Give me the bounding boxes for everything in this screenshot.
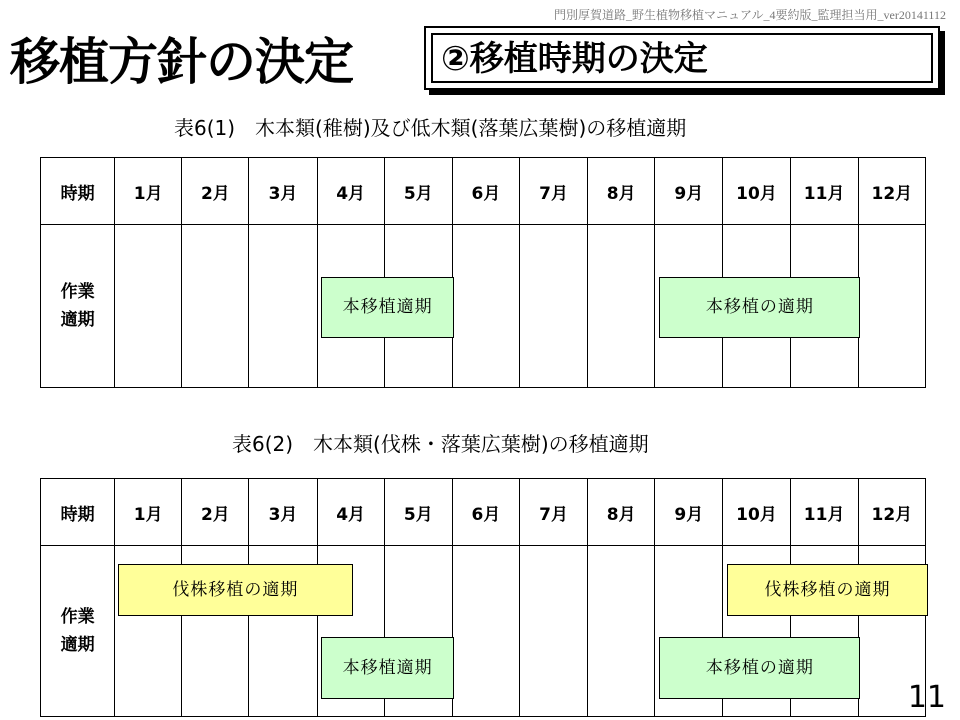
table2-row-label [41, 546, 115, 717]
table2-cell [452, 546, 519, 717]
table2-month: 2月 [182, 479, 249, 546]
table1-cell [858, 225, 925, 388]
table2-cell [588, 546, 655, 717]
table1-header-row [41, 158, 926, 225]
table2-month: 12月 [858, 479, 925, 546]
row-label-line2: 適期 [60, 635, 95, 655]
table1-cell [452, 225, 519, 388]
table1-cell [182, 225, 249, 388]
table2-month: 7月 [520, 479, 588, 546]
table1-month: 6月 [452, 158, 519, 225]
table2-header-row [41, 479, 926, 546]
table1-month: 4月 [317, 158, 384, 225]
table2-month: 9月 [655, 479, 723, 546]
table1 [40, 157, 926, 388]
table1-month: 2月 [182, 158, 249, 225]
table1-month: 3月 [249, 158, 317, 225]
table2-month: 8月 [588, 479, 655, 546]
table2-main-transplant-bar: 本移植の適期 [659, 637, 860, 699]
table2-stump-transplant-bar: 伐株移植の適期 [118, 564, 353, 616]
main-title: 移植方針の決定 [10, 33, 353, 91]
table1-month: 7月 [520, 158, 588, 225]
table2-month: 5月 [384, 479, 452, 546]
table2-month: 6月 [452, 479, 519, 546]
row-label-line2: 適期 [60, 310, 95, 330]
table1-month: 12月 [858, 158, 925, 225]
row-label-line1: 作業 [60, 282, 95, 302]
table1-cell [520, 225, 588, 388]
table1-cell [115, 225, 182, 388]
table1-row-label [41, 225, 115, 388]
table2-month: 10月 [723, 479, 790, 546]
table2-main-transplant-bar: 本移植適期 [321, 637, 454, 699]
table1-month: 10月 [723, 158, 790, 225]
row-label-line1: 作業 [60, 607, 95, 627]
table1-header-label: 時期 [41, 158, 115, 225]
table1-month: 8月 [588, 158, 655, 225]
table2-cell [520, 546, 588, 717]
table1-main-transplant-bar: 本移植の適期 [659, 277, 860, 338]
table1-month: 9月 [655, 158, 723, 225]
table1-month: 1月 [115, 158, 182, 225]
table1-main-transplant-bar: 本移植適期 [321, 277, 454, 338]
document-header-note: 門別厚賀道路_野生植物移植マニュアル_4要約版_監理担当用_ver20141112 [554, 8, 946, 22]
page-number: 11 [907, 680, 946, 715]
table2-month: 3月 [249, 479, 317, 546]
table2-month: 4月 [317, 479, 384, 546]
table1-month: 11月 [790, 158, 858, 225]
table2-month: 1月 [115, 479, 182, 546]
sub-title: ②移植時期の決定 [431, 33, 933, 83]
table1-month: 5月 [384, 158, 452, 225]
table2-month: 11月 [790, 479, 858, 546]
table1-cell [588, 225, 655, 388]
table1-caption: 表6(1) 木本類(稚樹)及び低木類(落葉広葉樹)の移植適期 [174, 116, 687, 140]
table2-stump-transplant-bar: 伐株移植の適期 [727, 564, 928, 616]
table2-header-label: 時期 [41, 479, 115, 546]
table1-cell [249, 225, 317, 388]
sub-title-box [424, 26, 940, 90]
table2-caption: 表6(2) 木本類(伐株・落葉広葉樹)の移植適期 [232, 432, 649, 456]
